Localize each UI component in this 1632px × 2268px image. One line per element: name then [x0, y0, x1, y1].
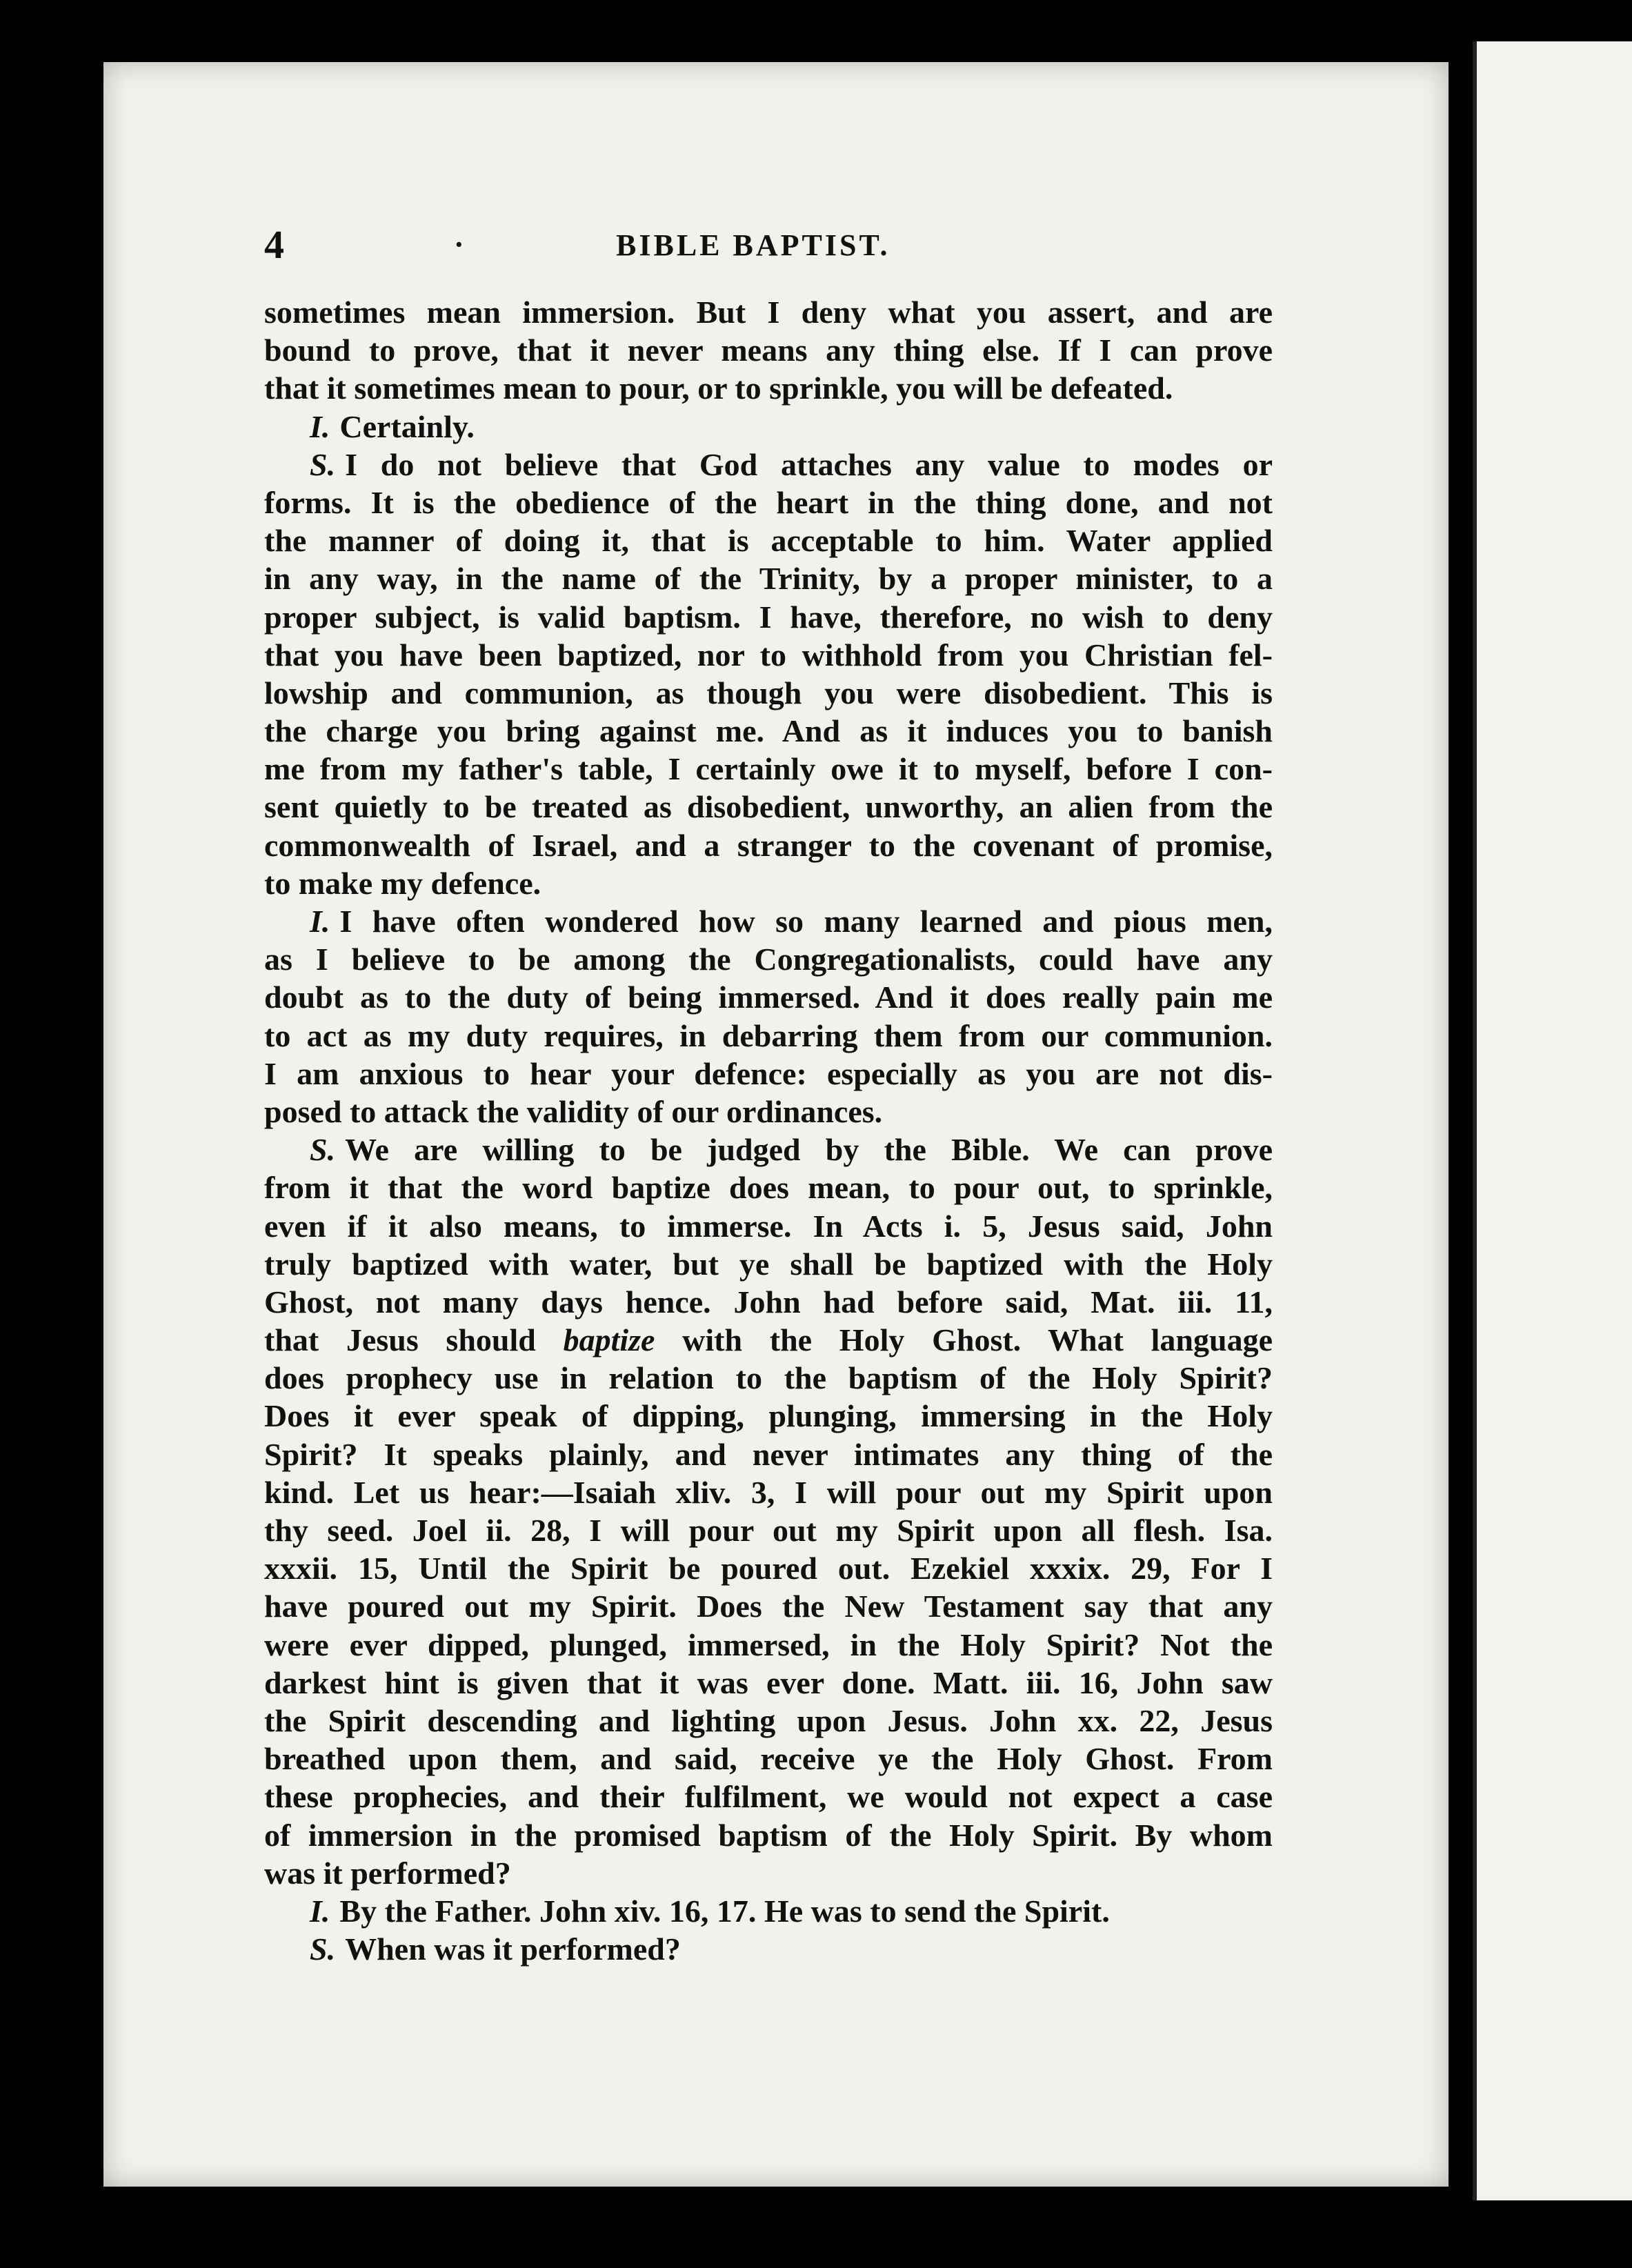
- line-text: I do not believe that God attaches any value to modes or: [345, 446, 1273, 482]
- line-text: Does it ever speak of dipping, plunging, immersing in the Holy: [264, 1398, 1273, 1434]
- line-text: as I believe to be among the Congregationalists, could have any: [264, 942, 1273, 977]
- line-text: proper subject, is valid baptism. I have, therefore, no wish to deny: [264, 599, 1273, 635]
- line-text: thy seed. Joel ii. 28, I will pour out my Spirit upon all flesh. Isa.: [264, 1513, 1273, 1548]
- text-line: [264, 1664, 1273, 1702]
- running-title: BIBLE BAPTIST.: [616, 228, 890, 262]
- line-text: By the Father. John xiv. 16, 17. He was to send the Spirit.: [339, 1893, 1110, 1929]
- line-text: Certainly.: [339, 408, 475, 444]
- line-text: sometimes mean immersion. But I deny what you assert, and are: [264, 295, 1273, 330]
- line-text: We are willing to be judged by the Bible. We can prove: [345, 1132, 1273, 1168]
- text-line: [264, 484, 1273, 521]
- text-line: [264, 1626, 1273, 1664]
- line-text: Spirit? It speaks plainly, and never intimates any thing of the: [264, 1436, 1273, 1472]
- text-line: [264, 1778, 1273, 1816]
- text-line: [264, 369, 1273, 407]
- text-line: [264, 1283, 1273, 1321]
- line-text: from it that the word baptize does mean, to pour out, to sprinkle,: [264, 1170, 1273, 1206]
- speaker-label: S.: [310, 1931, 336, 1967]
- page-number: 4: [264, 222, 284, 267]
- line-text: bound to prove, that it never means any thing else. If I can prove: [264, 332, 1273, 368]
- text-line: [264, 636, 1273, 674]
- line-text: posed to attack the validity of our ordinances.: [264, 1093, 883, 1129]
- text-line: [264, 559, 1273, 597]
- line-text: kind. Let us hear:—Isaiah xliv. 3, I will pour out my Spirit upon: [264, 1474, 1273, 1510]
- line-text: was it performed?: [264, 1855, 511, 1891]
- text-line: [264, 864, 1273, 902]
- text-line: [264, 1740, 1273, 1778]
- line-text: When was it performed?: [345, 1931, 681, 1967]
- body-text: [264, 293, 1273, 1968]
- speaker-label: I.: [310, 408, 330, 444]
- text-line: [264, 1435, 1273, 1473]
- text-line: [264, 978, 1273, 1016]
- line-text: darkest hint is given that it was ever done. Matt. iii. 16, John saw: [264, 1664, 1273, 1700]
- line-text: lowship and communion, as though you were disobedient. This is: [264, 675, 1273, 710]
- text-line: [264, 1093, 1273, 1131]
- text-line: [264, 1055, 1273, 1093]
- speaker-label: S.: [310, 446, 336, 482]
- text-line: [264, 1245, 1273, 1283]
- line-text: have poured out my Spirit. Does the New Testament say that any: [264, 1589, 1273, 1624]
- line-text: of immersion in the promised baptism of the Holy Spirit. By whom: [264, 1817, 1273, 1853]
- line-text: does prophecy use in relation to the baptism of the Holy Spirit?: [264, 1360, 1273, 1396]
- line-text: commonwealth of Israel, and a stranger to the covenant of promise,: [264, 827, 1273, 863]
- line-text: I am anxious to hear your defence: especially as you are not dis-: [264, 1055, 1273, 1091]
- text-line: [264, 1854, 1273, 1892]
- text-line: [264, 1207, 1273, 1245]
- line-text: forms. It is the obedience of the heart in the thing done, and not: [264, 484, 1273, 520]
- text-line: [264, 826, 1273, 864]
- line-text: doubt as to the duty of being immersed. And it does really pain me: [264, 979, 1273, 1015]
- text-line: [264, 521, 1273, 559]
- text-line: [264, 1892, 1273, 1930]
- line-text: to act as my duty requires, in debarring them from our communion.: [264, 1017, 1273, 1053]
- line-text: the charge you bring against me. And as it induces you to banish: [264, 713, 1273, 749]
- text-line: [264, 1702, 1273, 1740]
- text-line: [264, 788, 1273, 826]
- line-text: that Jesus should: [264, 1322, 564, 1358]
- text-line: [264, 1511, 1273, 1549]
- text-line: [264, 1359, 1273, 1397]
- line-text: were ever dipped, plunged, immersed, in the Holy Spirit? Not the: [264, 1627, 1273, 1662]
- text-line: [264, 1321, 1273, 1359]
- text-line: [264, 1549, 1273, 1587]
- text-line: [264, 712, 1273, 750]
- speaker-label: I.: [310, 904, 330, 939]
- text-line: [264, 1168, 1273, 1206]
- running-head: [264, 224, 1278, 266]
- line-text: I have often wondered how so many learned and pious men,: [339, 904, 1273, 939]
- text-line: [264, 1131, 1273, 1168]
- text-line: [264, 1587, 1273, 1625]
- text-line: [264, 598, 1273, 636]
- text-line: [264, 750, 1273, 788]
- line-text: even if it also means, to immerse. In Acts i. 5, Jesus said, John: [264, 1208, 1273, 1244]
- line-text: xxxii. 15, Until the Spirit be poured out. Ezekiel xxxix. 29, For I: [264, 1551, 1273, 1586]
- text-line: [264, 408, 1273, 446]
- italic-word: baptize: [563, 1322, 655, 1358]
- text-line: [264, 674, 1273, 712]
- line-text: Ghost, not many days hence. John had before said, Mat. iii. 11,: [264, 1284, 1273, 1320]
- text-line: [264, 1473, 1273, 1511]
- text-line: [264, 293, 1273, 331]
- text-line: [264, 1017, 1273, 1055]
- line-text: the manner of doing it, that is acceptable to him. Water applied: [264, 523, 1273, 559]
- text-line: [264, 940, 1273, 978]
- line-text: these prophecies, and their fulfilment, we would not expect a case: [264, 1779, 1273, 1815]
- text-line: [264, 1930, 1273, 1968]
- line-text: that you have been baptized, nor to withhold from you Christian fel-: [264, 637, 1273, 673]
- line-text: to make my defence.: [264, 865, 541, 901]
- text-line: [264, 902, 1273, 940]
- speaker-label: I.: [310, 1893, 330, 1929]
- adjacent-page-edge: [1473, 41, 1632, 2200]
- text-line: [264, 1397, 1273, 1435]
- text-line: [264, 446, 1273, 484]
- line-text: in any way, in the name of the Trinity, by a proper minister, to a: [264, 561, 1273, 597]
- line-text: sent quietly to be treated as disobedient, unworthy, an alien from the: [264, 789, 1273, 825]
- line-text: truly baptized with water, but ye shall be baptized with the Holy: [264, 1246, 1273, 1282]
- text-line: [264, 331, 1273, 369]
- line-text: me from my father's table, I certainly owe it to myself, before I con-: [264, 751, 1273, 787]
- line-text: breathed upon them, and said, receive ye the Holy Ghost. From: [264, 1741, 1273, 1777]
- speaker-label: S.: [310, 1132, 336, 1168]
- line-text: that it sometimes mean to pour, or to sprinkle, you will be defeated.: [264, 370, 1173, 406]
- header-dot: ·: [454, 228, 464, 261]
- line-text: with the Holy Ghost. What language: [655, 1322, 1273, 1358]
- text-line: [264, 1816, 1273, 1854]
- line-text: the Spirit descending and lighting upon Jesus. John xx. 22, Jesus: [264, 1702, 1273, 1738]
